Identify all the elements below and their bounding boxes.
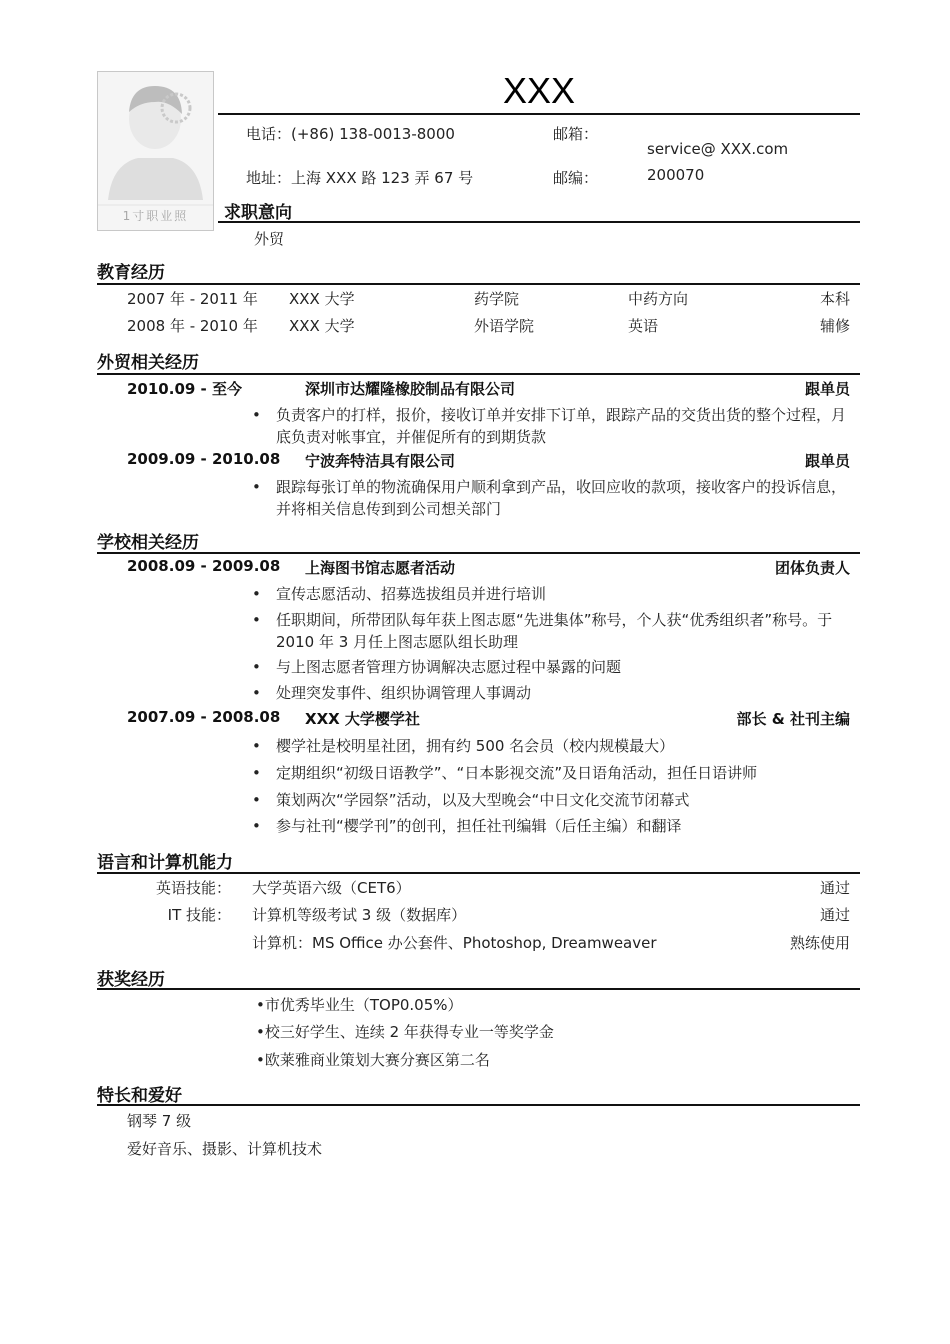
skill-level: 通过 — [819, 906, 850, 924]
section-title-trade: 外贸相关经历 — [97, 353, 199, 373]
hobby-item: 钢琴 7 级 — [127, 1112, 192, 1130]
email-label: 邮箱： — [553, 125, 599, 143]
skill-desc: 计算机等级考试 3 级（数据库） — [252, 906, 467, 924]
objective-value: 外贸 — [254, 230, 285, 248]
candidate-name: XXX — [502, 70, 576, 111]
activity-period: 2007.09 - 2008.08 — [127, 708, 281, 726]
award-item: •校三好学生、连续 2 年获得专业一等奖学金 — [256, 1023, 554, 1041]
education-school: XXX 大学 — [289, 290, 355, 308]
award-item: •市优秀毕业生（TOP0.05%） — [256, 996, 463, 1014]
activity-org: XXX 大学樱学社 — [305, 710, 420, 728]
education-divider — [97, 283, 860, 285]
activity-bullet: • 处理突发事件、组织协调管理人事调动 — [276, 682, 876, 704]
activity-bullet: • 任职期间，所带团队每年获上图志愿“先进集体”称号，个人获“优秀组织者”称号。于 2010 年 3 月任上图志愿队组长助理 — [276, 609, 836, 653]
profile-photo — [97, 71, 214, 231]
email-value: service@ XXX.com — [647, 140, 789, 158]
activity-role: 团体负责人 — [774, 559, 850, 577]
job-role: 跟单员 — [804, 452, 850, 470]
phone: 电话：(+86) 138-0013-8000 — [246, 125, 455, 143]
education-major: 英语 — [628, 317, 659, 335]
education-period: 2008 年 - 2010 年 — [127, 317, 258, 335]
education-college: 外语学院 — [474, 317, 535, 335]
hobbies-divider — [97, 1104, 860, 1106]
education-college: 药学院 — [474, 290, 520, 308]
skill-label: IT 技能： — [167, 906, 231, 924]
education-period: 2007 年 - 2011 年 — [127, 290, 258, 308]
skill-label: 英语技能： — [155, 879, 231, 897]
education-degree: 本科 — [819, 290, 850, 308]
address: 地址：上海 XXX 路 123 弄 67 号 — [246, 169, 474, 187]
skill-level: 通过 — [819, 879, 850, 897]
activity-bullet: • 策划两次“学园祭”活动，以及大型晚会“中日文化交流节闭幕式 — [276, 789, 876, 811]
awards-divider — [97, 988, 860, 990]
trade-divider — [97, 373, 860, 375]
activity-bullet: • 樱学社是校明星社团，拥有约 500 名会员（校内规模最大） — [276, 735, 876, 757]
photo-caption: 1寸职业照 — [122, 209, 189, 223]
activity-bullet: • 参与社刊“樱学刊”的创刊，担任社刊编辑（后任主编）和翻译 — [276, 815, 876, 837]
award-item: •欧莱雅商业策划大赛分赛区第二名 — [256, 1051, 490, 1069]
job-company: 宁波奔特洁具有限公司 — [305, 452, 456, 470]
section-title-hobbies: 特长和爱好 — [97, 1086, 182, 1106]
section-title-education: 教育经历 — [97, 263, 165, 283]
postcode-label: 邮编： — [553, 169, 599, 187]
school-divider — [97, 552, 860, 554]
skill-level: 熟练使用 — [789, 934, 850, 952]
education-major: 中药方向 — [628, 290, 689, 308]
job-role: 跟单员 — [804, 380, 850, 398]
postcode-value: 200070 — [647, 166, 705, 184]
education-degree: 辅修 — [819, 317, 850, 335]
job-bullet: • 跟踪每张订单的物流确保用户顺利拿到产品，收回应收的款项，接收客户的投诉信息，并将相关信息传到到公司想关部门 — [276, 476, 848, 520]
section-title-objective: 求职意向 — [224, 203, 292, 223]
job-period: 2010.09 - 至今 — [127, 380, 242, 398]
activity-period: 2008.09 - 2009.08 — [127, 557, 281, 575]
activity-bullet: • 宣传志愿活动、招募选拔组员并进行培训 — [276, 583, 876, 605]
activity-org: 上海图书馆志愿者活动 — [305, 559, 456, 577]
job-company: 深圳市达耀隆橡胶制品有限公司 — [305, 380, 516, 398]
activity-role: 部长 & 社刊主编 — [736, 710, 850, 728]
section-title-skills: 语言和计算机能力 — [97, 853, 233, 873]
skill-desc: 大学英语六级（CET6） — [252, 879, 411, 897]
education-school: XXX 大学 — [289, 317, 355, 335]
job-period: 2009.09 - 2010.08 — [127, 450, 281, 468]
section-title-school: 学校相关经历 — [97, 533, 199, 553]
section-title-awards: 获奖经历 — [97, 970, 165, 990]
activity-bullet: • 定期组织“初级日语教学”、“日本影视交流”及日语角活动，担任日语讲师 — [276, 762, 856, 784]
objective-divider — [218, 221, 860, 223]
skills-divider — [97, 872, 860, 874]
header-divider — [218, 113, 860, 115]
job-bullet: • 负责客户的打样，报价，接收订单并安排下订单，跟踪产品的交货出货的整个过程，月底负责对帐事宜，并催促所有的到期货款 — [276, 404, 848, 448]
hobby-item: 爱好音乐、摄影、计算机技术 — [127, 1140, 323, 1158]
activity-bullet: • 与上图志愿者管理方协调解决志愿过程中暴露的问题 — [276, 656, 876, 678]
skill-desc: 计算机：MS Office 办公套件、Photoshop, Dreamweaver — [252, 934, 657, 952]
